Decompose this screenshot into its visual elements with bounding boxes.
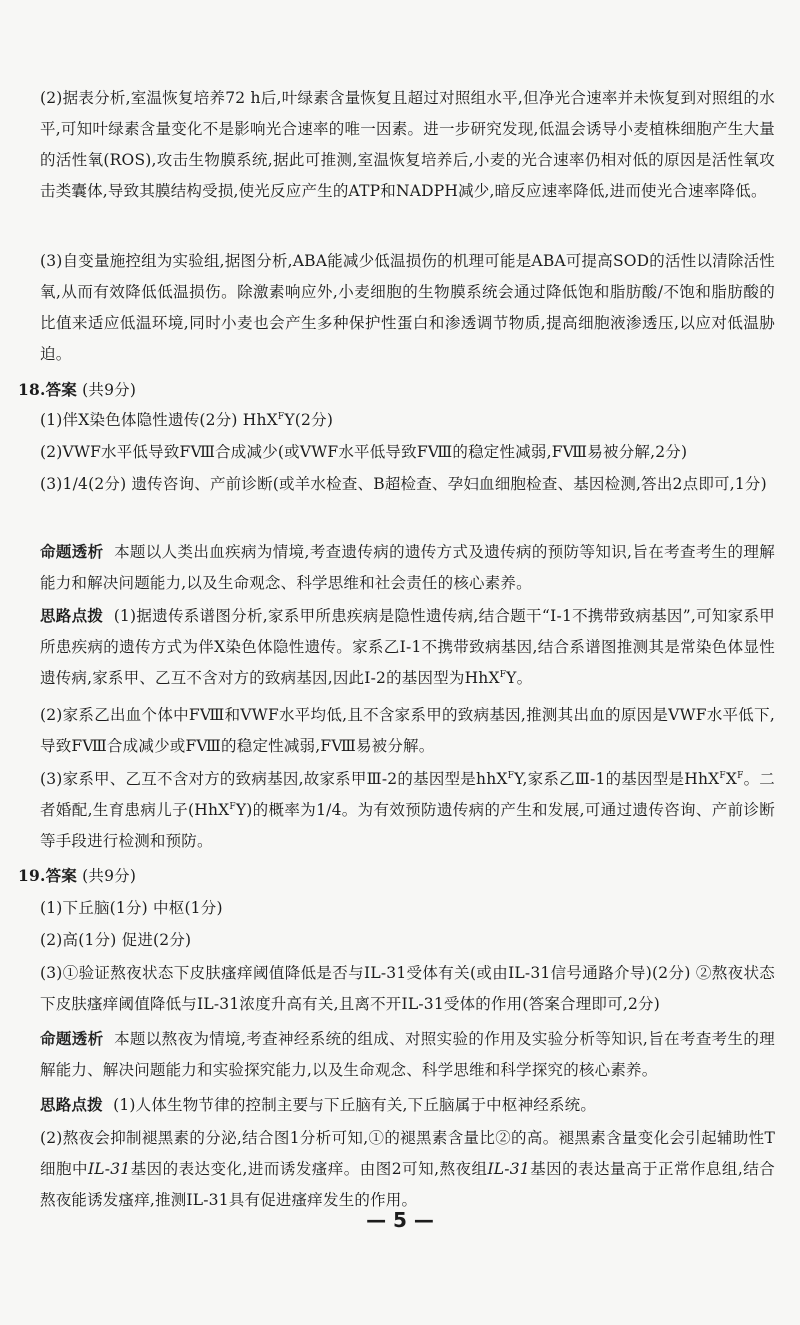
paragraph-17-3 [40, 246, 775, 370]
q18-answer-2-text: (2)VWF水平低导致FⅧ合成减少(或VWF水平低导致FⅧ的稳定性减弱,FⅧ易被分解,2分) [40, 443, 688, 461]
q18-solution-3-sup2: F [719, 771, 726, 781]
q19-analysis [40, 1024, 775, 1086]
paragraph-17-2 [40, 83, 775, 207]
q18-answer-1-sup: F [277, 412, 285, 422]
question-number: 19. [18, 866, 46, 885]
q18-analysis-text: 本题以人类出血疾病为情境,考查遗传病的遗传方式及遗传病的预防等知识,旨在考查考生的理解能力和解决问题能力,以及生命观念、科学思维和社会责任的核心素养。 [40, 543, 775, 592]
q18-solution-3 [40, 764, 775, 857]
q18-solution-3-e: Y)的概率为1/4。为有效预防遗传病的产生和发展,可通过遗传咨询、产前诊断等手段进行检测和预防。 [40, 801, 776, 850]
q18-answer-3-text: (3)1/4(2分) 遗传咨询、产前诊断(或羊水检查、B超检查、孕妇血细胞检查、基因检测,答出2点即可,1分) [40, 475, 767, 493]
solution-tag: 思路点拨 [40, 1096, 103, 1114]
answer-tag: 答案 [45, 381, 77, 399]
q19-answer-3-text: (3)①验证熬夜状态下皮肤瘙痒阈值降低是否与IL-31受体有关(或由IL-31信号通路介导)(2分) ②熬夜状态下皮肤瘙痒阈值降低与IL-31浓度升高有关,且离不开IL-31受体的作用(答案合理即可,2分) [40, 964, 775, 1013]
q19-solution-2-c: 基因的表达量高于正常作息组,结合熬夜能诱发瘙痒,推测IL-31具有促进瘙痒发生的作用。 [40, 1160, 775, 1209]
q19-solution-2-a: (2)熬夜会抑制褪黑素的分泌,结合图1分析可知,①的褪黑素含量比②的高。褪黑素含量变化会引起辅助性T细胞中 [40, 1129, 775, 1178]
q19-answer-2 [40, 925, 775, 956]
q19-solution-2-gene1: IL-31 [87, 1160, 131, 1178]
paragraph-17-2-text: (2)据表分析,室温恢复培养72 h后,叶绿素含量恢复且超过对照组水平,但净光合速率并未恢复到对照组的水平,可知叶绿素含量变化不是影响光合速率的唯一因素。进一步研究发现,低温会诱导小麦植株细胞产生大量的活性氧(ROS),攻击生物膜系统,据此可推测,室温恢复培养后,小麦的光合速率仍相对低的原因是活性氧攻击类囊体,导致其膜结构受损,使光反应产生的ATP和NADPH减少,暗反应速率降低,进而使光合速率降低。 [40, 89, 775, 200]
q18-solution-1-text: (1)据遗传系谱图分析,家系甲所患疾病是隐性遗传病,结合题干“Ⅰ-1不携带致病基因”,可知家系甲所患疾病的遗传方式为伴X染色体隐性遗传。家系乙Ⅰ-1不携带致病基因,结合系谱图推测其是常染色体显性遗传病,家系甲、乙互不含对方的致病基因,因此Ⅰ-2的基因型为HhX [40, 607, 775, 687]
question-score: (共9分) [82, 381, 137, 399]
q18-solution-3-b: Y,家系乙Ⅲ-1的基因型是HhX [514, 770, 720, 788]
q19-answer-2-text: (2)高(1分) 促进(2分) [40, 931, 192, 949]
q19-solution-2-b: 基因的表达变化,进而诱发瘙痒。由图2可知,熬夜组 [130, 1160, 488, 1178]
q19-analysis-text: 本题以熬夜为情境,考查神经系统的组成、对照实验的作用及实验分析等知识,旨在考查考生的理解能力、解决问题能力和实验探究能力,以及生命观念、科学思维和科学探究的核心素养。 [40, 1030, 775, 1079]
q18-solution-1-sup: F [499, 670, 507, 680]
q19-answer-1-text: (1)下丘脑(1分) 中枢(1分) [40, 899, 223, 917]
q18-solution-1-post: Y。 [506, 669, 533, 687]
q18-answer-1 [40, 405, 775, 436]
q19-solution-1-text: (1)人体生物节律的控制主要与下丘脑有关,下丘脑属于中枢神经系统。 [113, 1096, 597, 1114]
answer-tag: 答案 [45, 867, 77, 885]
q19-solution-2-gene2: IL-31 [487, 1160, 530, 1178]
q18-solution-1 [40, 601, 775, 694]
q18-answer-1-post: Y(2分) [284, 411, 334, 429]
q19-solution-1 [40, 1090, 775, 1121]
q18-solution-3-a: (3)家系甲、乙互不含对方的致病基因,故家系甲Ⅲ-2的基因型是hhX [40, 770, 508, 788]
question-score: (共9分) [82, 867, 137, 885]
page-number: — 5 — [366, 1208, 434, 1232]
q18-answer-2 [40, 437, 775, 468]
question-18-header [18, 374, 775, 406]
q18-solution-3-d: 。二者婚配,生育患病儿子(HhX [40, 770, 775, 819]
q18-solution-3-c: X [725, 770, 738, 788]
q18-solution-2-text: (2)家系乙出血个体中FⅧ和VWF水平均低,且不含家系甲的致病基因,推测其出血的原因是VWF水平低下,导致FⅧ合成减少或FⅧ的稳定性减弱,FⅧ易被分解。 [40, 706, 775, 755]
q18-solution-3-sup4: F [229, 802, 236, 812]
q18-solution-2 [40, 700, 775, 762]
solution-tag: 思路点拨 [40, 607, 104, 625]
q19-answer-3 [40, 958, 775, 1020]
q18-analysis [40, 537, 775, 599]
q18-answer-1-text: (1)伴X染色体隐性遗传(2分) HhX [40, 411, 278, 429]
analysis-tag: 命题透析 [40, 1030, 104, 1048]
q19-solution-2 [40, 1123, 775, 1216]
q19-answer-1 [40, 893, 775, 924]
paragraph-17-3-text: (3)自变量施控组为实验组,据图分析,ABA能减少低温损伤的机理可能是ABA可提高SOD的活性以清除活性氧,从而有效降低低温损伤。除激素响应外,小麦细胞的生物膜系统会通过降低饱和脂肪酸/不饱和脂肪酸的比值来适应低温环境,同时小麦也会产生多种保护性蛋白和渗透调节物质,提高细胞液渗透压,以应对低温胁迫。 [40, 252, 775, 363]
analysis-tag: 命题透析 [40, 543, 104, 561]
question-number: 18. [18, 380, 46, 399]
q18-solution-3-sup1: F [507, 771, 515, 781]
question-19-header [18, 860, 775, 892]
q18-answer-3 [40, 469, 775, 500]
q18-solution-3-sup3: F [737, 771, 744, 781]
